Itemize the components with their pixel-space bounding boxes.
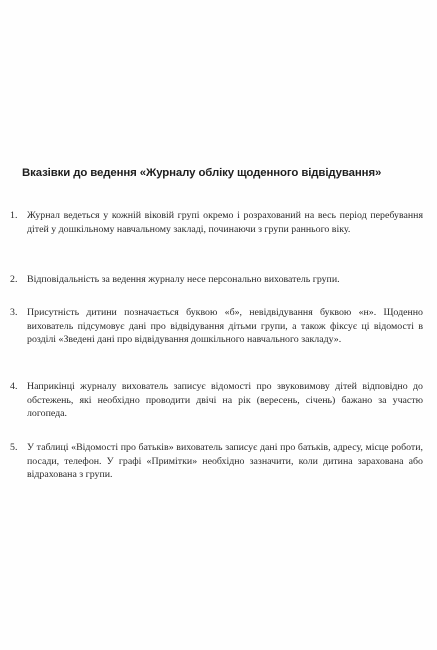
page-title: Вказівки до ведення «Журналу обліку щоденного відвідування» xyxy=(22,167,382,179)
list-item xyxy=(10,441,423,482)
list-item-number: 3. xyxy=(10,307,18,318)
list-item-text: Журнал ведеться у кожній віковій групі окремо і розрахований на весь період перебування дітей у дошкільному навчальному закладі, починаючи з групи раннього віку. xyxy=(27,210,423,235)
list-item xyxy=(10,273,423,287)
list-item-text: Присутність дитини позначається буквою «б», невідвідування буквою «н». Щоденно вихователь підсумовує дані про відвідування дітьми групи, а також фіксує ці відомості в розділі «Зведені дані про відвідування дошкільного навчального закладу». xyxy=(27,307,423,346)
list-item-number: 4. xyxy=(10,381,18,392)
list-item xyxy=(10,380,423,421)
list-item-number: 2. xyxy=(10,274,18,285)
list-item-text: У таблиці «Відомості про батьків» вихователь записує дані про батьків, адресу, місце роботи, посади, телефон. У графі «Примітки» необхідно зазначити, коли дитина зарахована або відрахована з групи. xyxy=(27,442,423,481)
list-item-number: 1. xyxy=(10,210,18,221)
list-item-text: Відповідальність за ведення журналу несе персонально вихователь групи. xyxy=(27,274,340,285)
list-item-text: Наприкінці журналу вихователь записує відомості про звуковимову дітей відповідно до обстежень, які необхідно проводити двічі на рік (вересень, січень) бажано за участю логопеда. xyxy=(27,381,423,420)
list-item xyxy=(10,306,423,347)
list-item xyxy=(10,209,423,236)
list-item-number: 5. xyxy=(10,442,18,453)
